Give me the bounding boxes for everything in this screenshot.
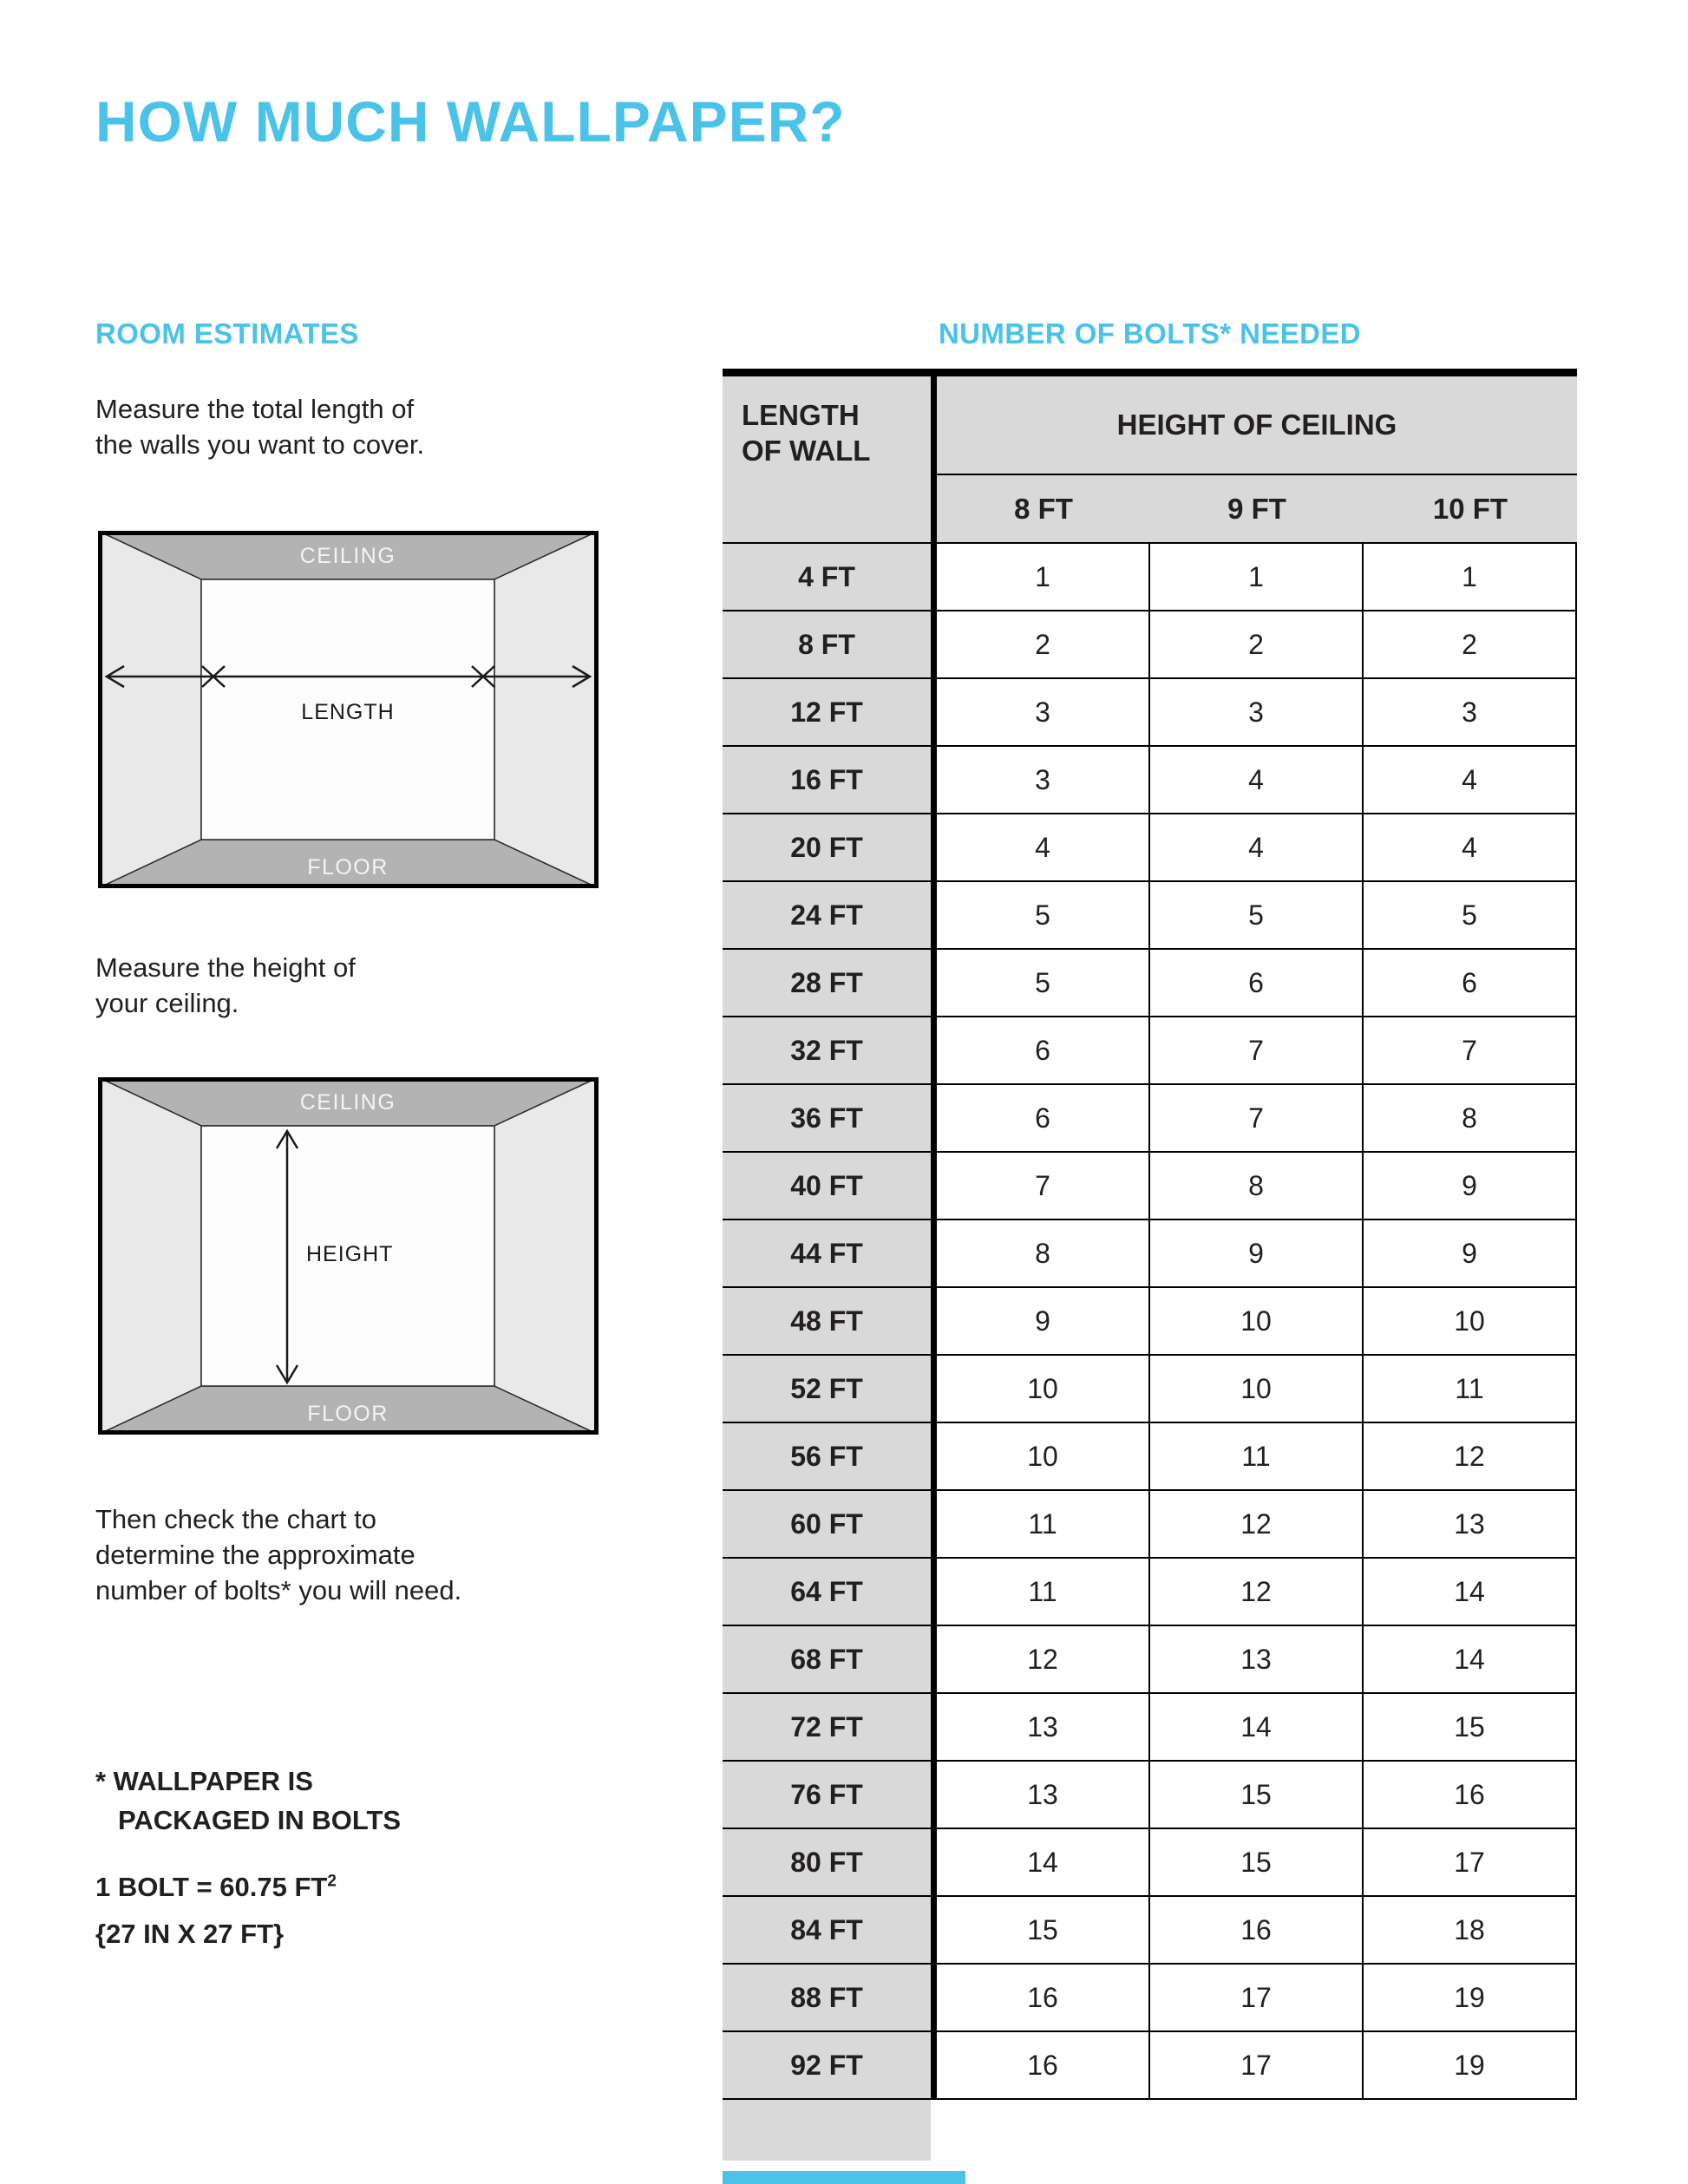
row-label: 48 FT [723,1288,931,1356]
bolt-count-cell: 7 [937,1153,1150,1219]
bolt-count-cell: 4 [1150,814,1364,880]
bolt-count-cell: 11 [937,1559,1150,1625]
text-line: Measure the height of [95,952,356,983]
instruction-step-2 [95,951,356,1022]
bolt-count-cell: 13 [1364,1491,1577,1557]
bolt-count-cell: 9 [937,1288,1150,1354]
bolt-count-cell: 3 [937,747,1150,813]
bolt-count-cell: 11 [937,1491,1150,1557]
bolt-count-cell: 16 [937,1965,1150,2030]
row-label: 80 FT [723,1829,931,1897]
row-label: 72 FT [723,1694,931,1762]
row-label: 36 FT [723,1085,931,1153]
bolt-count-cell: 3 [1364,679,1577,745]
text-line: Measure the total length of [95,394,415,424]
table-label-cells [723,544,931,2100]
text-line: * WALLPAPER IS [95,1766,313,1796]
room-length-diagram [98,531,599,888]
table-row [937,1356,1577,1423]
table-row [937,1491,1577,1559]
table-row [937,1626,1577,1694]
bolt-count-cell: 13 [937,1694,1150,1760]
row-label: 32 FT [723,1017,931,1085]
bolt-count-cell: 16 [1364,1762,1577,1828]
bolt-count-cell: 3 [1150,679,1364,745]
text-line: {27 IN X 27 FT} [95,1919,285,1949]
row-label: 20 FT [723,814,931,882]
bolt-count-cell: 8 [1364,1085,1577,1151]
table-row [937,1897,1577,1965]
bolt-count-cell: 17 [1150,2032,1364,2098]
bolt-count-cell: 9 [1364,1153,1577,1219]
ceiling-8ft-header: 8 FT [1014,492,1073,525]
bolt-count-cell: 14 [937,1829,1150,1895]
superscript-2: 2 [327,1872,337,1891]
length-of-wall-header [723,376,931,544]
bolt-count-cell: 17 [1364,1829,1577,1895]
bolt-count-cell: 4 [1364,747,1577,813]
bolt-count-cell: 2 [1150,611,1364,677]
bolt-count-cell: 1 [1150,544,1364,610]
text-line: the walls you want to cover. [95,428,425,460]
row-label: 68 FT [723,1626,931,1694]
bolt-count-cell: 8 [937,1220,1150,1286]
table-row [937,950,1577,1017]
text-line: Then check the chart to [95,1504,376,1534]
bolts-table [723,369,1577,2161]
ceiling-9ft-header: 9 FT [1227,492,1286,525]
left-wall-surface [98,1077,201,1435]
bolt-count-cell: 4 [937,814,1150,880]
table-row [937,1085,1577,1153]
bolt-count-cell: 16 [1150,1897,1364,1963]
table-data-rows [937,544,1577,2100]
table-row [937,679,1577,747]
bolt-count-cell: 15 [1150,1829,1364,1895]
bolt-count-cell: 14 [1364,1559,1577,1625]
text-line: PACKAGED IN BOLTS [118,1804,402,1835]
ceiling-height-diagram [98,1077,599,1435]
table-row [937,1153,1577,1220]
table-row [937,1423,1577,1491]
text-line: determine the approximate [95,1539,415,1570]
text-line: your ceiling. [95,987,239,1018]
row-label: 8 FT [723,611,931,679]
table-row [937,544,1577,611]
bolt-counts-area [937,376,1577,2100]
row-label: 52 FT [723,1356,931,1423]
bolt-count-cell: 10 [1364,1288,1577,1354]
row-label: 12 FT [723,679,931,747]
label-column-extension [723,2100,931,2161]
floor-label: FLOOR [307,1402,389,1426]
text-line: number of bolts* you will need. [95,1574,462,1605]
table-row [937,882,1577,950]
table-row [937,814,1577,882]
bolt-count-cell: 9 [1364,1220,1577,1286]
bolt-footnote [95,1762,401,1841]
bolt-count-cell: 2 [937,611,1150,677]
bolt-count-cell: 17 [1150,1965,1364,2030]
room-estimates-heading: ROOM ESTIMATES [95,317,359,350]
bolt-count-cell: 5 [937,882,1150,948]
right-wall-surface [494,531,599,888]
row-label: 92 FT [723,2032,931,2100]
row-label: 40 FT [723,1153,931,1220]
bolt-count-cell: 10 [937,1423,1150,1489]
bottom-accent-bar [723,2171,965,2184]
table-row [937,611,1577,679]
table-vertical-rule [931,376,937,2100]
bolt-count-cell: 15 [937,1897,1150,1963]
height-of-ceiling-header: HEIGHT OF CEILING [937,376,1577,474]
table-row [937,747,1577,814]
table-row [937,1559,1577,1626]
length-label: LENGTH [301,700,395,724]
bolt-count-cell: 7 [1150,1017,1364,1083]
table-row [937,1965,1577,2032]
bolt-count-cell: 10 [937,1356,1150,1422]
bolt-count-cell: 7 [1364,1017,1577,1083]
bolt-count-cell: 14 [1150,1694,1364,1760]
bolt-count-cell: 11 [1150,1423,1364,1489]
ceiling-label: CEILING [299,544,396,568]
bolt-count-cell: 18 [1364,1897,1577,1963]
left-wall-surface [98,531,201,888]
row-label: 56 FT [723,1423,931,1491]
bolt-count-cell: 15 [1364,1694,1577,1760]
bolt-count-cell: 12 [1150,1491,1364,1557]
bolt-count-cell: 14 [1364,1626,1577,1692]
row-label: 88 FT [723,1965,931,2032]
row-label: 64 FT [723,1559,931,1626]
bolt-count-cell: 5 [1150,882,1364,948]
text-line: LENGTH [742,399,860,431]
bolt-count-cell: 10 [1150,1356,1364,1422]
text-line: OF WALL [742,435,871,468]
bolt-count-cell: 11 [1364,1356,1577,1422]
bolt-count-cell: 12 [1150,1559,1364,1625]
bolt-count-cell: 13 [937,1762,1150,1828]
table-row [937,1829,1577,1897]
ceiling-height-subheaders [937,474,1577,544]
page-title: HOW MUCH WALLPAPER? [95,89,846,154]
row-label: 28 FT [723,950,931,1017]
row-label: 84 FT [723,1897,931,1965]
bolt-count-cell: 4 [1150,747,1364,813]
floor-label: FLOOR [307,855,389,879]
table-row [937,1220,1577,1288]
bolt-count-cell: 13 [1150,1626,1364,1692]
bolt-count-cell: 3 [937,679,1150,745]
row-label: 76 FT [723,1762,931,1829]
ceiling-10ft-header: 10 FT [1432,492,1508,525]
row-label: 24 FT [723,882,931,950]
bolt-count-cell: 8 [1150,1153,1364,1219]
table-row [937,1017,1577,1085]
bolt-count-cell: 6 [937,1085,1150,1151]
row-label: 44 FT [723,1220,931,1288]
row-label: 4 FT [723,544,931,611]
table-row [937,2032,1577,2100]
right-wall-surface [494,1077,599,1435]
bolts-needed-heading: NUMBER OF BOLTS* NEEDED [938,317,1362,350]
bolt-count-cell: 19 [1364,1965,1577,2030]
bolt-count-cell: 5 [937,950,1150,1016]
bolt-count-cell: 9 [1150,1220,1364,1286]
bolt-count-cell: 6 [1364,950,1577,1016]
table-top-rule [723,369,1577,376]
height-label: HEIGHT [306,1242,394,1266]
bolt-count-cell: 4 [1364,814,1577,880]
row-label: 60 FT [723,1491,931,1559]
ceiling-label: CEILING [299,1090,396,1115]
bolt-count-cell: 1 [1364,544,1577,610]
bolt-count-cell: 15 [1150,1762,1364,1828]
bolt-count-cell: 12 [1364,1423,1577,1489]
bolt-count-cell: 5 [1364,882,1577,948]
bolt-count-cell: 6 [937,1017,1150,1083]
bolt-count-cell: 7 [1150,1085,1364,1151]
length-of-wall-column [723,376,931,2161]
table-row [937,1288,1577,1356]
table-row [937,1762,1577,1829]
table-row [937,1694,1577,1762]
bolt-count-cell: 10 [1150,1288,1364,1354]
bolt-count-cell: 2 [1364,611,1577,677]
text-line: 1 BOLT = 60.75 FT [95,1872,328,1902]
bolt-count-cell: 19 [1364,2032,1577,2098]
row-label: 16 FT [723,747,931,814]
instruction-step-3 [95,1502,461,1609]
bolt-count-cell: 1 [937,544,1150,610]
bolt-count-cell: 6 [1150,950,1364,1016]
bolt-size-line [95,1872,337,1903]
bolt-count-cell: 16 [937,2032,1150,2098]
bolt-count-cell: 12 [937,1626,1150,1692]
bolt-dimensions-line [95,1919,284,1950]
instruction-step-1 [95,392,424,463]
